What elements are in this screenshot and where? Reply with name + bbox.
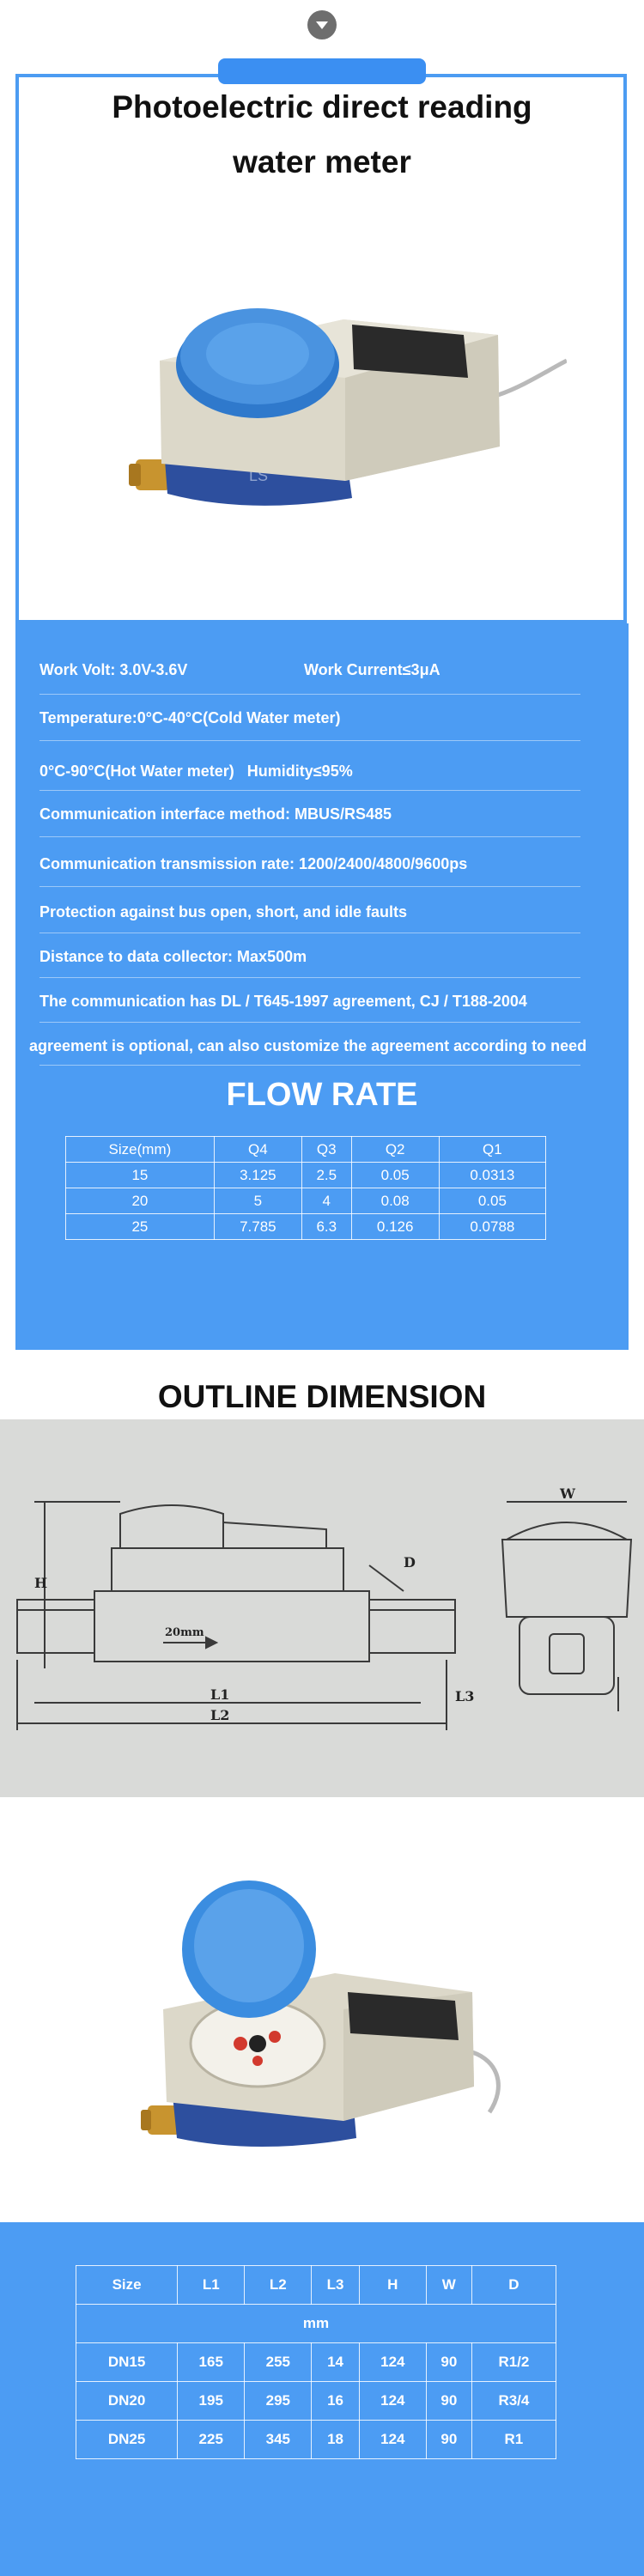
table-header-row xyxy=(66,1137,546,1163)
table-row xyxy=(76,2343,556,2382)
table-header-cell: Q4 xyxy=(214,1137,301,1163)
divider xyxy=(39,1065,580,1066)
table-cell: 124 xyxy=(359,2343,426,2382)
table-row xyxy=(76,2382,556,2421)
spec-work-current: Work Current≤3μA xyxy=(304,661,440,678)
table-cell: R1 xyxy=(471,2421,556,2459)
spec-protocol-line2: agreement is optional, can also customize the agreement according to need xyxy=(29,1037,587,1054)
divider xyxy=(39,977,580,978)
outline-dimension-title: OUTLINE DIMENSION xyxy=(157,1379,487,1414)
spec-interface: Communication interface method: MBUS/RS485 xyxy=(39,805,392,823)
table-cell: 225 xyxy=(178,2421,245,2459)
label-d: D xyxy=(404,1554,416,1571)
table-cell: 0.05 xyxy=(439,1188,545,1214)
label-l2: L2 xyxy=(210,1707,230,1723)
table-cell: 4 xyxy=(301,1188,351,1214)
table-cell: 25 xyxy=(66,1214,215,1240)
table-header-cell: W xyxy=(426,2266,471,2305)
table-row xyxy=(66,1214,546,1240)
table-cell: 0.0313 xyxy=(439,1163,545,1188)
technical-drawing xyxy=(0,1419,644,1797)
table-cell: 3.125 xyxy=(214,1163,301,1188)
table-cell: 0.05 xyxy=(351,1163,439,1188)
spec-protocol-line1: The communication has DL / T645-1997 agreement, CJ / T188-2004 xyxy=(39,993,527,1010)
table-header-cell: Q1 xyxy=(439,1137,545,1163)
divider xyxy=(39,836,580,837)
table-cell: DN15 xyxy=(76,2343,178,2382)
svg-text:LS: LS xyxy=(249,467,269,484)
table-cell: 20 xyxy=(66,1188,215,1214)
table-cell: 14 xyxy=(312,2343,359,2382)
table-unit-cell: mm xyxy=(76,2305,556,2343)
scroll-down-icon[interactable] xyxy=(307,10,337,39)
divider xyxy=(39,694,580,695)
table-header-cell: L3 xyxy=(312,2266,359,2305)
table-cell: DN25 xyxy=(76,2421,178,2459)
table-cell: 7.785 xyxy=(214,1214,301,1240)
divider xyxy=(39,886,580,887)
table-cell: 16 xyxy=(312,2382,359,2421)
table-cell: 0.0788 xyxy=(439,1214,545,1240)
table-cell: 255 xyxy=(245,2343,312,2382)
spec-power-row xyxy=(39,661,580,679)
label-l3: L3 xyxy=(455,1688,475,1704)
table-header-cell: Q3 xyxy=(301,1137,351,1163)
table-cell: 345 xyxy=(245,2421,312,2459)
label-h: H xyxy=(34,1575,48,1591)
table-header-cell: D xyxy=(471,2266,556,2305)
table-cell: 90 xyxy=(426,2421,471,2459)
table-cell: 5 xyxy=(214,1188,301,1214)
water-meter-photo-open xyxy=(129,1872,541,2164)
table-cell: 90 xyxy=(426,2343,471,2382)
dimension-table xyxy=(76,2265,556,2459)
table-cell: 15 xyxy=(66,1163,215,1188)
divider xyxy=(39,1022,580,1023)
page-subtitle: water meter xyxy=(233,144,411,179)
spec-transmission-rate: Communication transmission rate: 1200/2400/4800/9600ps xyxy=(39,855,468,872)
table-cell: R3/4 xyxy=(471,2382,556,2421)
title-accent-bar xyxy=(218,58,426,84)
spec-temp-humidity-row xyxy=(39,762,580,781)
table-header-cell: Size xyxy=(76,2266,178,2305)
spec-temperature-cold: Temperature:0°C-40°C(Cold Water meter) xyxy=(39,709,341,726)
table-header-cell: L2 xyxy=(245,2266,312,2305)
divider xyxy=(39,740,580,741)
table-cell: 124 xyxy=(359,2382,426,2421)
table-cell: 18 xyxy=(312,2421,359,2459)
table-cell: 6.3 xyxy=(301,1214,351,1240)
flow-rate-table xyxy=(65,1136,546,1240)
table-row xyxy=(66,1163,546,1188)
table-cell: 90 xyxy=(426,2382,471,2421)
table-unit-row xyxy=(76,2305,556,2343)
label-l1: L1 xyxy=(210,1686,230,1703)
flow-rate-title: FLOW RATE xyxy=(226,1077,418,1113)
table-header-cell: Q2 xyxy=(351,1137,439,1163)
table-cell: 0.126 xyxy=(351,1214,439,1240)
page-title: Photoelectric direct reading xyxy=(112,89,532,125)
water-meter-photo-closed xyxy=(120,283,567,541)
specifications-panel xyxy=(15,623,629,1350)
table-cell: 195 xyxy=(178,2382,245,2421)
table-cell: 2.5 xyxy=(301,1163,351,1188)
table-cell: 124 xyxy=(359,2421,426,2459)
spec-work-volt: Work Volt: 3.0V-3.6V xyxy=(39,661,188,678)
outline-drawing xyxy=(0,1419,644,1797)
spec-temperature-hot: 0°C-90°C(Hot Water meter) xyxy=(39,762,234,780)
table-header-row xyxy=(76,2266,556,2305)
label-size-mark: 20mm xyxy=(165,1626,204,1639)
spec-humidity: Humidity≤95% xyxy=(246,762,353,780)
divider xyxy=(39,790,580,791)
spec-protection: Protection against bus open, short, and idle faults xyxy=(39,903,408,920)
table-row xyxy=(76,2421,556,2459)
table-cell: 295 xyxy=(245,2382,312,2421)
table-row xyxy=(66,1188,546,1214)
label-w: W xyxy=(560,1485,575,1502)
table-header-cell: L1 xyxy=(178,2266,245,2305)
table-cell: 165 xyxy=(178,2343,245,2382)
table-header-cell: H xyxy=(359,2266,426,2305)
spec-distance: Distance to data collector: Max500m xyxy=(39,948,307,965)
table-cell: R1/2 xyxy=(471,2343,556,2382)
table-cell: 0.08 xyxy=(351,1188,439,1214)
table-cell: DN20 xyxy=(76,2382,178,2421)
table-header-cell: Size(mm) xyxy=(66,1137,215,1163)
